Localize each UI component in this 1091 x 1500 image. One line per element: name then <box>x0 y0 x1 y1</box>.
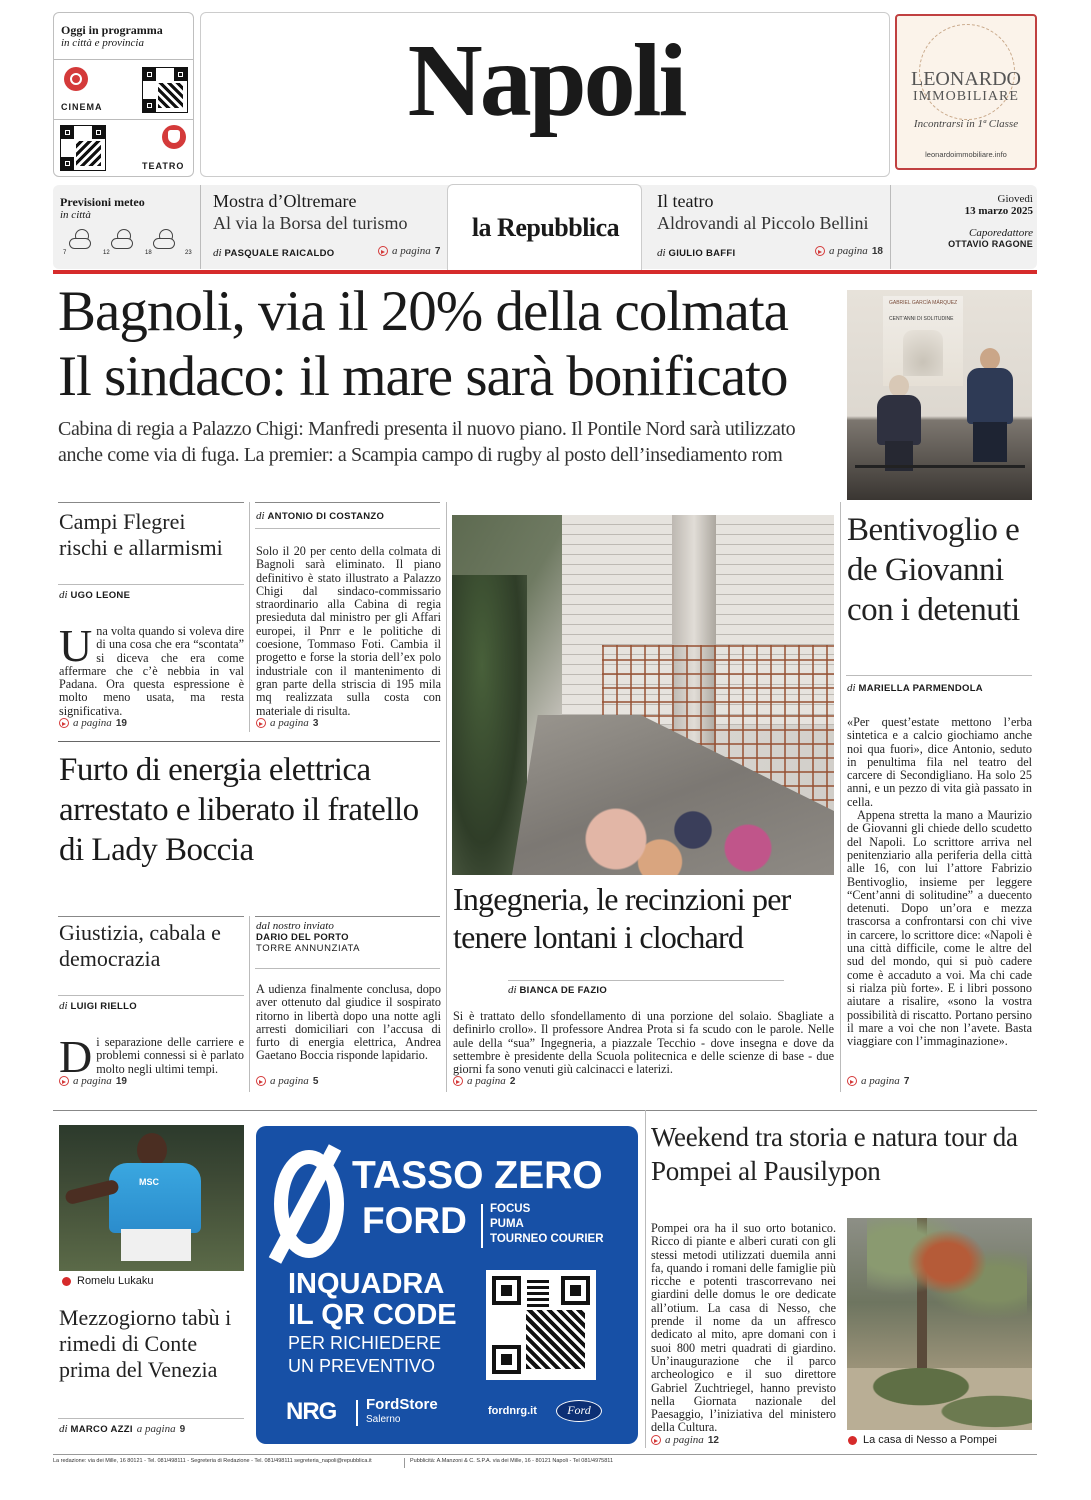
teaser-right[interactable] <box>657 190 887 266</box>
teaser-right-title: Il teatro <box>657 191 714 211</box>
inviato-pageref[interactable]: a pagina 5 <box>256 1075 318 1087</box>
footer-left: La redazione: via dei Mille, 16 80121 - Tel. 081/498111 - Segreteria di Redazione - Tel. 081/498111 segreteria_napoli@repubblica.it <box>53 1458 372 1464</box>
ad-ford[interactable] <box>256 1126 638 1444</box>
ad-ford-line2: FORD <box>362 1200 467 1241</box>
lead-deck: Cabina di regia a Palazzo Chigi: Manfredi presenta il nuovo piano. Il Pontile Nord sarà utilizzato anche come via di fuga. La premier: a Scampia campo di rugby al posto dell’insediamento rom <box>58 418 796 466</box>
red-rule <box>53 270 1037 274</box>
photo-hedge <box>847 1368 1032 1430</box>
ad-leonardo-line1: LEONARDO <box>911 68 1021 90</box>
arrow-icon <box>59 1076 69 1086</box>
furto-headline[interactable]: Furto di energia elettrica arrestato e liberato il fratello di Lady Boccia <box>59 752 419 868</box>
player-head <box>137 1133 167 1167</box>
speaker-left <box>877 375 921 465</box>
bentivoglio-pageref[interactable]: a pagina 7 <box>847 1075 909 1087</box>
lukaku-caption: Romelu Lukaku <box>62 1275 153 1287</box>
lead-body: Solo il 20 per cento della colmata di Bagnoli sarà eliminato. Il piano definitivo è stato illustrato a Palazzo Chigi dal sindaco-commissario straordinario alla Cabina di regia presieduta dal ministro per gli Affari europei, il Pnrr e le politiche di coesione, Tommaso Foti. Cambia il progetto e forse la storia dell’ex polo industriale con il mantenimento di gran parte della striscia di 195 mila mq realizzata sulla costa con materiale di risulta. <box>256 544 441 718</box>
brand-logo: la Repubblica <box>471 213 620 242</box>
giustizia-headline[interactable]: Giustizia, cabala e democrazia <box>59 920 221 971</box>
book-cover-author: GABRIEL GARCÍA MÁRQUEZ <box>889 300 958 306</box>
bentivoglio-byline: di MARIELLA PARMENDOLA <box>847 682 983 694</box>
programma-subtitle: in città e provincia <box>61 37 144 49</box>
date-day: Giovedì <box>997 193 1033 205</box>
nesso-photo[interactable] <box>847 1218 1032 1430</box>
caption-dot-icon <box>62 1277 71 1286</box>
cinema-icon <box>64 67 88 91</box>
date-box <box>893 193 1033 249</box>
ad-leonardo-tagline: Incontrarsi in 1ª Classe <box>913 118 1019 130</box>
meteo-icons <box>63 227 193 261</box>
campi-headline[interactable]: Campi Flegrei rischi e allarmismi <box>59 509 223 560</box>
book-cover-art <box>883 296 963 386</box>
giustizia-pageref[interactable]: a pagina 19 <box>59 1075 127 1087</box>
meteo-title: Previsioni meteo <box>60 195 145 209</box>
arrow-icon <box>256 718 266 728</box>
teaser-left-byline: di PASQUALE RAICALDO <box>213 247 335 259</box>
meteo-box <box>53 185 196 269</box>
meteo-subtitle: in città <box>60 209 91 221</box>
arrow-icon <box>651 1435 661 1445</box>
ad-leonardo-url: leonardoimmobiliare.info <box>925 150 1007 159</box>
inviato-label: dal nostro inviato <box>256 920 334 932</box>
ad-leonardo[interactable] <box>895 14 1037 170</box>
lead-byline: di ANTONIO DI COSTANZO <box>256 510 385 522</box>
campi-pageref[interactable]: a pagina 19 <box>59 717 127 729</box>
ad-ford-qr-line1: INQUADRA <box>288 1268 445 1300</box>
ad-ford-qr-line4: UN PREVENTIVO <box>288 1356 436 1376</box>
sport-byline: di MARCO AZZI a pagina 9 <box>59 1423 186 1435</box>
footer-right: Pubblicità: A.Manzoni & C. S.P.A. via dei Mille, 16 - 80121 Napoli - Tel 081/4975811 <box>410 1458 614 1464</box>
teaser-right-subtitle: Aldrovandi al Piccolo Bellini <box>657 213 869 233</box>
ad-ford-line1: TASSO ZERO <box>352 1154 603 1197</box>
speaker-right <box>967 348 1013 458</box>
meteo-temp: 12 <box>103 250 110 256</box>
inviato-body: A udienza finalmente conclusa, dopo aver ottenuto dal giudice il sospirato ritorno in libertà dopo una notte agli arresti domiciliari con l’accusa di furto di energia elettrica, Andrea Gaetano Boccia risponde lapidario. <box>256 982 441 1063</box>
arrow-icon <box>59 718 69 728</box>
editor-name: OTTAVIO RAGONE <box>948 239 1033 249</box>
teaser-right-byline: di GIULIO BAFFI <box>657 247 736 259</box>
ad-ford-url: fordnrg.it <box>488 1405 537 1417</box>
weekend-headline[interactable]: Weekend tra storia e natura tour da Pompei al Pausilypon <box>651 1122 1018 1186</box>
cinema-qr[interactable] <box>142 67 188 113</box>
ford-oval-logo: Ford <box>556 1400 602 1422</box>
photo-clothes <box>572 785 792 875</box>
teaser-left-title: Mostra d’Oltremare <box>213 191 357 211</box>
masthead-box <box>200 12 890 177</box>
brand-box <box>447 184 642 270</box>
arrow-icon <box>847 1076 857 1086</box>
meteo-temp: 18 <box>145 250 152 256</box>
ad-ford-store: FordStore <box>366 1396 438 1413</box>
campi-body: Una volta quando si voleva dire di una cosa che era “scontata” si diceva che era come affermare che c’è nebbia in val Padana. Ora questa espressione è molto meno usata, ma resta significativa. <box>59 620 244 718</box>
book-cover-title: CENT’ANNI DI SOLITUDINE <box>889 316 954 322</box>
ingegneria-photo[interactable] <box>452 515 834 875</box>
campi-byline: di UGO LEONE <box>59 589 131 601</box>
editor-label: Caporedattore <box>969 227 1033 239</box>
ad-ford-qr-line2: IL QR CODE <box>288 1299 457 1331</box>
teaser-left[interactable] <box>213 190 443 266</box>
lead-headline-2[interactable]: Il sindaco: il mare sarà bonificato <box>58 345 788 408</box>
lead-headline-1[interactable]: Bagnoli, via il 20% della colmata <box>58 280 788 343</box>
ad-leonardo-line2: IMMOBILIARE <box>913 89 1019 104</box>
ad-ford-qr[interactable] <box>486 1270 596 1380</box>
bentivoglio-photo[interactable] <box>847 290 1032 500</box>
bentivoglio-body: «Per quest’estate mettono l’erba sintetica e a calcio giochiamo anche noi qua fuori», dice Antonio, seduto in penultima fila nel teatro del carcere di Secondigliano. Ha solo 25 anni, e un pezzo di vita già passato in cella. Appena stretta la mano a Maurizio de Giovanni gli chiede dello scudetto del Napoli. Lo scrittore arriva nel penitenziario alla periferia della città alle 16, con lui l’attore Fabrizio Bentivoglio, insieme per leggere “Cent’anni di solitudine” a duecento detenuti. Dopo un’ora e mezza trascorsa a confrontarsi con chi vive in carcere, lo scrittore dice: «Napoli è una città difficile, come le altre del sud del mondo, qui si può cadere come è accaduto a voi. Ma chi cade si rialza più forte». E i libri possono aiutare a risalire, «sono la vostra possibilità di riscatto. Portano persino il mare a voi che non l’avete. Basta viaggiare con l’immaginazione». <box>847 715 1032 1049</box>
teatro-qr[interactable] <box>60 125 106 171</box>
jersey-text: MSC <box>139 1177 159 1187</box>
sun-cloud-icon <box>69 229 91 251</box>
inviato-byline <box>256 920 360 954</box>
ad-ford-models: FOCUS PUMA TOURNEO COURIER <box>490 1203 604 1245</box>
photo-foliage <box>867 1218 1027 1328</box>
ingegneria-headline[interactable]: Ingegneria, le recinzioni per tenere lontani i clochard <box>453 881 791 955</box>
meteo-temp: 7 <box>63 250 67 256</box>
player-shorts <box>121 1229 191 1261</box>
cinema-label: CINEMA <box>61 102 103 112</box>
giustizia-byline: di LUIGI RIELLO <box>59 1000 137 1012</box>
masthead-title: Napoli <box>407 23 685 138</box>
arrow-icon <box>815 246 825 256</box>
ad-ford-city: Salerno <box>366 1414 401 1425</box>
teatro-label: TEATRO <box>142 161 185 171</box>
ingegneria-byline: di BIANCA DE FAZIO <box>508 984 608 996</box>
inviato-author: DARIO DEL PORTO <box>256 932 349 943</box>
caption-dot-icon <box>848 1436 857 1445</box>
programma-title: Oggi in programma <box>61 23 163 37</box>
nesso-caption: La casa di Nesso a Pompei <box>848 1434 997 1446</box>
giustizia-dropcap: D <box>59 1031 93 1082</box>
sun-cloud-icon <box>111 229 133 251</box>
photo-trees <box>452 575 527 875</box>
sun-cloud-icon <box>153 229 175 251</box>
sport-headline[interactable]: Mezzogiorno tabù i rimedi di Conte prima del Venezia <box>59 1305 232 1382</box>
teaser-right-pageref[interactable]: a pagina 18 <box>815 245 883 257</box>
teatro-icon <box>162 125 186 149</box>
arrow-icon <box>256 1076 266 1086</box>
teaser-left-subtitle: Al via la Borsa del turismo <box>213 213 408 233</box>
teaser-left-pageref[interactable]: a pagina 7 <box>378 245 440 257</box>
player-shirt <box>109 1163 201 1233</box>
bentivoglio-headline[interactable]: Bentivoglio e de Giovanni con i detenuti <box>847 512 1020 628</box>
lukaku-photo[interactable] <box>59 1125 244 1271</box>
arrow-icon <box>378 246 388 256</box>
ad-ford-qr-line3: PER RICHIEDERE <box>288 1333 442 1353</box>
inviato-place: TORRE ANNUNZIATA <box>256 943 361 954</box>
programma-box <box>53 12 194 177</box>
ad-ford-nrg: NRG <box>286 1398 337 1425</box>
weekend-body: Pompei ora ha il suo orto botanico. Ricco di piante e alberi curati con gli stessi metodi utilizzati duemila anni fa, quando i romani delle famiglie più ricche e potenti trascorrevano nei giardini delle domus le ore dedicate all’otium. La casa di Nesso, che prende il nome da un affresco dedicato al mito, apre domani con i suoi 800 metri quadrati di giardino. Un’inaugurazione che il parco archeologico e il suo direttore Gabriel Zuchtriegel, hanno previsto nella Giornata nazionale del Paesaggio, l’iniziativa del ministero della Cultura. <box>651 1221 836 1435</box>
date-value: 13 marzo 2025 <box>964 205 1033 217</box>
ingegneria-body: Si è trattato dello sfondellamento di una porzione del solaio. Sbagliate a definirlo crollo». Il professore Andrea Prota si fa scudo con le parole. Nelle aule della “sua” Ingegneria, a piazzale Tecchio - dove insegna e dove da settembre è presidente della Scuola politecnica e delle scienze di base - due giorni fa sono venuti giù calcinacci e laterizi. <box>453 1009 834 1077</box>
arrow-icon <box>453 1076 463 1086</box>
giustizia-body: Di separazione delle carriere e problemi connessi si è parlato molto negli ultimi tempi. <box>59 1031 244 1082</box>
lead-pageref[interactable]: a pagina 3 <box>256 717 318 729</box>
campi-dropcap: U <box>59 620 93 671</box>
meteo-temp: 23 <box>185 250 192 256</box>
ingegneria-pageref[interactable]: a pagina 2 <box>453 1075 515 1087</box>
weekend-pageref[interactable]: a pagina 12 <box>651 1434 719 1446</box>
